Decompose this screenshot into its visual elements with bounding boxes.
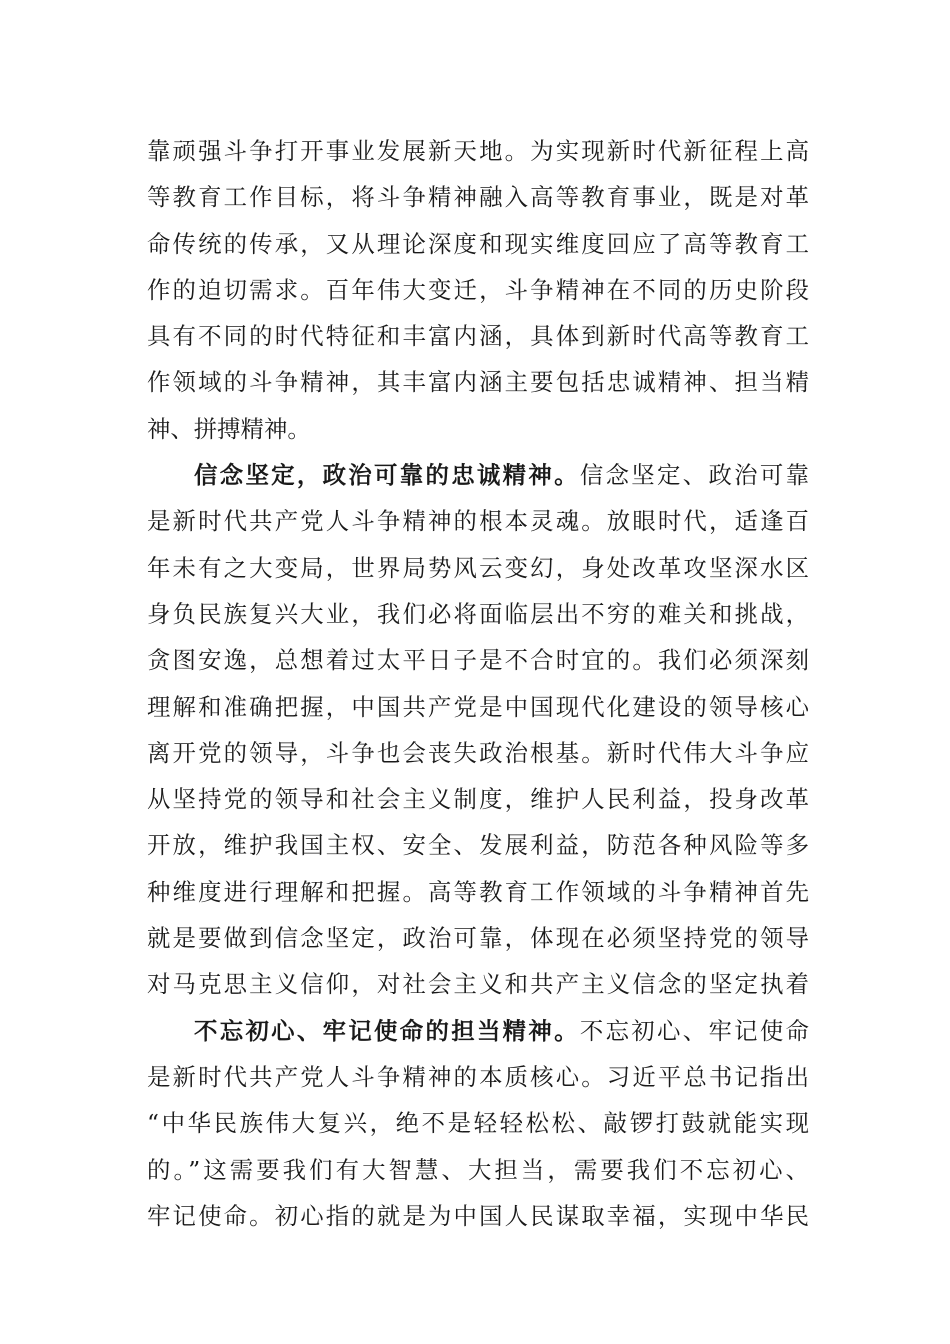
text-line: 作领域的斗争精神，其丰富内涵主要包括忠诚精神、担当精 bbox=[147, 368, 809, 397]
text-line: 的。”这需要我们有大智慧、大担当，需要我们不忘初心、 bbox=[147, 1155, 809, 1184]
text-line: 身负民族复兴大业，我们必将面临层出不穷的难关和挑战， bbox=[147, 599, 809, 628]
text-line: 开放，维护我国主权、安全、发展利益，防范各种风险等多 bbox=[147, 831, 809, 860]
text-line: 种维度进行理解和把握。高等教育工作领域的斗争精神首先 bbox=[147, 877, 809, 906]
text-line: “中华民族伟大复兴，绝不是轻轻松松、敲锣打鼓就能实现 bbox=[147, 1109, 809, 1138]
text-line: 靠顽强斗争打开事业发展新天地。为实现新时代新征程上高 bbox=[147, 137, 809, 165]
text-line bbox=[147, 452, 809, 498]
document-page bbox=[147, 128, 809, 1239]
text-run: 不忘初心、牢记使命 bbox=[579, 1016, 809, 1045]
text-line: 是新时代共产党人斗争精神的本质核心。习近平总书记指出 bbox=[147, 1062, 809, 1091]
text-line: 具有不同的时代特征和丰富内涵，具体到新时代高等教育工 bbox=[147, 322, 809, 351]
paragraph bbox=[147, 1008, 809, 1239]
section-heading: 不忘初心、牢记使命的担当精神。 bbox=[194, 1016, 580, 1045]
paragraph bbox=[147, 452, 809, 1008]
text-line: 贪图安逸，总想着过太平日子是不合时宜的。我们必须深刻 bbox=[147, 646, 809, 675]
text-line: 离开党的领导，斗争也会丧失政治根基。新时代伟大斗争应 bbox=[147, 738, 809, 767]
text-line bbox=[147, 1008, 809, 1054]
text-line: 是新时代共产党人斗争精神的根本灵魂。放眼时代，适逢百 bbox=[147, 507, 809, 536]
paragraph bbox=[147, 128, 809, 452]
text-line: 就是要做到信念坚定，政治可靠，体现在必须坚持党的领导 bbox=[147, 924, 809, 953]
text-run: 信念坚定、政治可靠 bbox=[579, 461, 809, 490]
text-line: 理解和准确把握，中国共产党是中国现代化建设的领导核心 bbox=[147, 692, 809, 721]
text-line: 等教育工作目标，将斗争精神融入高等教育事业，既是对革 bbox=[147, 183, 809, 212]
text-line: 对马克思主义信仰，对社会主义和共产主义信念的坚定执着 bbox=[147, 970, 809, 999]
text-line: 年未有之大变局，世界局势风云变幻，身处改革攻坚深水区 bbox=[147, 553, 809, 582]
text-line: 命传统的传承，又从理论深度和现实维度回应了高等教育工 bbox=[147, 229, 809, 258]
text-line: 神、拼搏精神。 bbox=[147, 414, 311, 443]
section-heading: 信念坚定，政治可靠的忠诚精神。 bbox=[194, 461, 580, 490]
text-line: 作的迫切需求。百年伟大变迁，斗争精神在不同的历史阶段 bbox=[147, 275, 809, 304]
text-line: 牢记使命。初心指的就是为中国人民谋取幸福，实现中华民 bbox=[147, 1201, 809, 1230]
text-line: 从坚持党的领导和社会主义制度，维护人民利益，投身改革 bbox=[147, 785, 809, 814]
